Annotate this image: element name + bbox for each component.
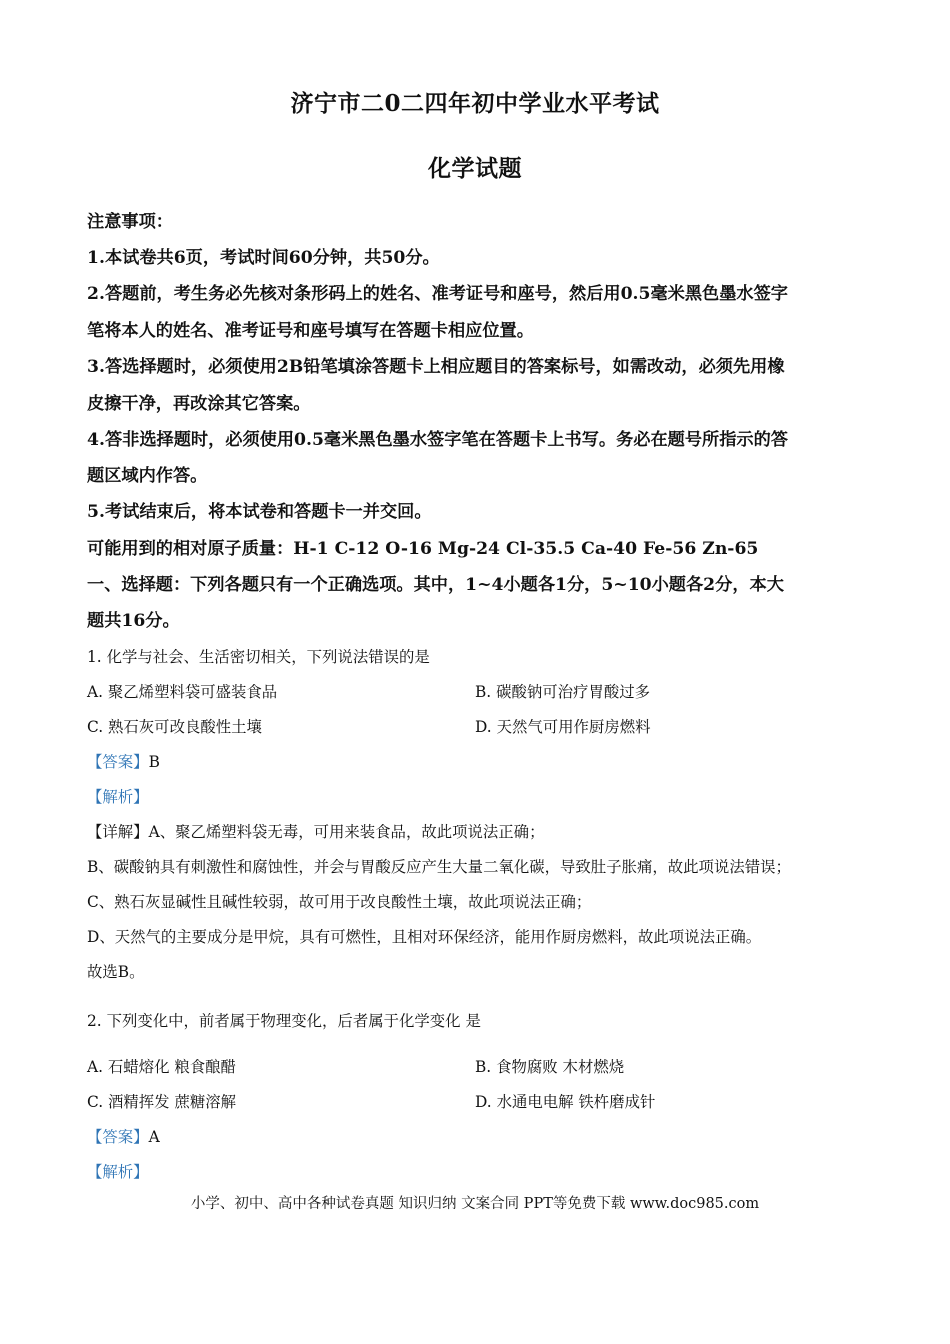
answer-tag: 【答案】 <box>87 1128 149 1146</box>
question-1-detail-b: B、碳酸钠具有刺激性和腐蚀性，并会与胃酸反应产生大量二氧化碳，导致肚子胀痛，故此项说法错误； <box>87 858 791 876</box>
question-1-analysis-tag: 【解析】 <box>87 788 149 806</box>
section-heading-cont: 题共16分。 <box>87 611 180 631</box>
question-1-answer <box>87 750 160 772</box>
section-heading: 一、选择题：下列各题只有一个正确选项。其中，1~4小题各1分，5~10小题各2分，本大 <box>87 575 784 595</box>
question-1-option-b: B. 碳酸钠可治疗胃酸过多 <box>475 683 651 701</box>
question-1-detail-c: C、熟石灰显碱性且碱性较弱，故可用于改良酸性土壤，故此项说法正确； <box>87 893 592 911</box>
question-2-answer <box>87 1125 160 1147</box>
notice-item-3-cont: 皮擦干净，再改涂其它答案。 <box>87 394 311 414</box>
atomic-masses: 可能用到的相对原子质量：H-1 C-12 O-16 Mg-24 Cl-35.5 Ca-40 Fe-56 Zn-65 <box>87 539 759 559</box>
question-2-option-c: C. 酒精挥发 蔗糖溶解 <box>87 1093 237 1111</box>
detail-tag: 【详解】 <box>87 823 149 841</box>
question-1-option-c: C. 熟石灰可改良酸性土壤 <box>87 718 262 736</box>
question-2-option-d: D. 水通电电解 铁杵磨成针 <box>475 1093 656 1111</box>
question-1-option-a: A. 聚乙烯塑料袋可盛装食品 <box>87 683 278 701</box>
question-1-detail-d: D、天然气的主要成分是甲烷，具有可燃性，且相对环保经济，能用作厨房燃料，故此项说法正确。 <box>87 928 762 946</box>
question-2-stem: 2. 下列变化中，前者属于物理变化，后者属于化学变化 是 <box>87 1012 481 1030</box>
notice-item-5: 5.考试结束后，将本试卷和答题卡一并交回。 <box>87 502 432 522</box>
page-footer: 小学、初中、高中各种试卷真题 知识归纳 文案合同 PPT等免费下载 www.doc985.com <box>190 1196 760 1212</box>
notice-item-3: 3.答选择题时，必须使用2B铅笔填涂答题卡上相应题目的答案标号，如需改动，必须先用橡 <box>87 357 785 377</box>
answer-tag: 【答案】 <box>87 753 149 771</box>
answer-value: B <box>148 753 160 771</box>
notice-item-4: 4.答非选择题时，必须使用0.5毫米黑色墨水签字笔在答题卡上书写。务必在题号所指示的答 <box>87 430 788 450</box>
exam-title: 济宁市二0二四年初中学业水平考试 <box>290 90 660 117</box>
detail-a-text: A、聚乙烯塑料袋无毒，可用来装食品，故此项说法正确； <box>148 823 545 841</box>
notice-item-2: 2.答题前，考生务必先核对条形码上的姓名、准考证号和座号，然后用0.5毫米黑色墨水签字 <box>87 284 788 304</box>
notice-item-1: 1.本试卷共6页，考试时间60分钟，共50分。 <box>87 248 440 268</box>
subject-title: 化学试题 <box>428 155 522 182</box>
answer-value: A <box>148 1128 160 1146</box>
question-1-stem: 1. 化学与社会、生活密切相关，下列说法错误的是 <box>87 648 430 666</box>
question-2-analysis-tag: 【解析】 <box>87 1163 149 1181</box>
question-2-option-b: B. 食物腐败 木材燃烧 <box>475 1058 625 1076</box>
question-1-conclusion: 故选B。 <box>87 963 145 981</box>
notice-item-4-cont: 题区域内作答。 <box>87 466 208 486</box>
notice-item-2-cont: 笔将本人的姓名、准考证号和座号填写在答题卡相应位置。 <box>87 321 534 341</box>
question-1-option-d: D. 天然气可用作厨房燃料 <box>475 718 651 736</box>
question-2-option-a: A. 石蜡熔化 粮食酿醋 <box>87 1058 236 1076</box>
question-1-detail-a <box>87 820 544 842</box>
notice-heading: 注意事项： <box>87 212 173 232</box>
